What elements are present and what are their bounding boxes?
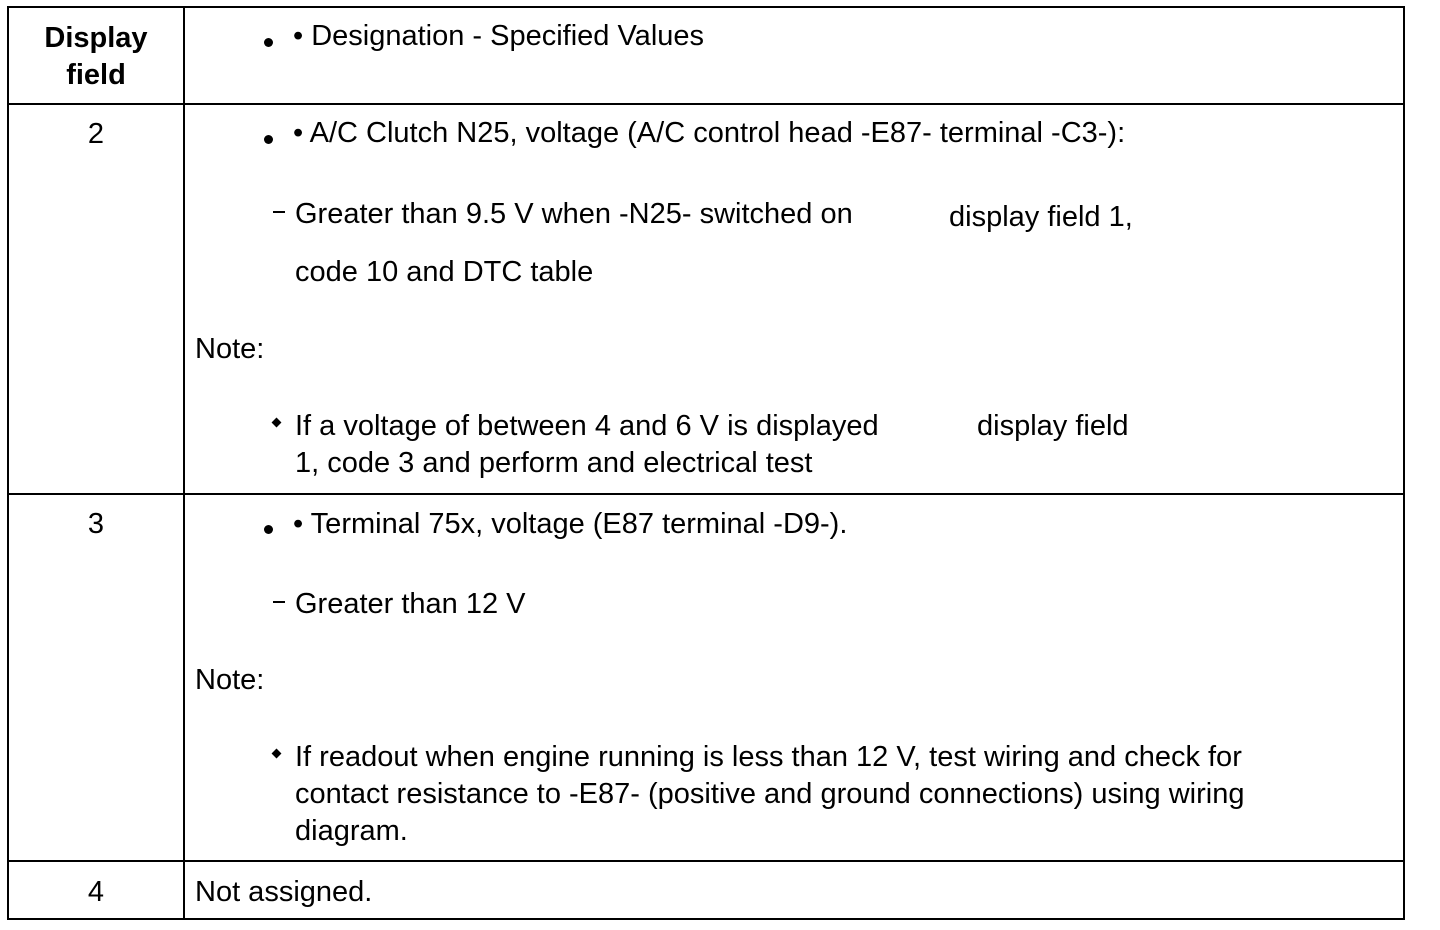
row-2-designation: • A/C Clutch N25, voltage (A/C control head -E87- terminal -C3-): [293, 117, 1126, 149]
dash-icon [273, 601, 285, 603]
row-4-text: Not assigned. [195, 876, 373, 908]
display-field-table [7, 6, 1405, 920]
row-3-note-line3: diagram. [295, 815, 408, 847]
row-3-note-line2: contact resistance to -E87- (positive and ground connections) using wiring [295, 778, 1245, 810]
row-3-field: 3 [87, 508, 105, 540]
row-2-spec-a: Greater than 9.5 V when -N25- switched on [295, 198, 853, 230]
row-2-note-b: display field [977, 410, 1129, 442]
row-divider-header [9, 103, 1403, 105]
column-divider [183, 8, 185, 918]
row-3-designation: • Terminal 75x, voltage (E87 terminal -D9-). [293, 508, 848, 540]
row-2-note-label: Note: [195, 333, 265, 365]
row-2-spec-line2: code 10 and DTC table [295, 256, 594, 288]
row-2-note-line2: 1, code 3 and perform and electrical test [295, 447, 813, 479]
row-divider-3 [9, 860, 1403, 862]
bullet-dot-icon [264, 38, 273, 47]
diamond-bullet-icon [272, 749, 282, 759]
row-2-field: 2 [87, 118, 105, 150]
row-4-field: 4 [87, 876, 105, 908]
row-2-note-a: If a voltage of between 4 and 6 V is displayed [295, 410, 879, 442]
dash-icon [273, 211, 285, 213]
header-display-field [9, 20, 183, 94]
row-3-spec: Greater than 12 V [295, 588, 526, 620]
header-field-line: field [66, 59, 126, 91]
row-3-note-label: Note: [195, 664, 265, 696]
row-divider-2 [9, 493, 1403, 495]
diamond-bullet-icon [272, 418, 282, 428]
row-2-spec-b: display field 1, [949, 201, 1133, 233]
bullet-dot-icon [264, 525, 273, 534]
header-display-line: Display [44, 22, 148, 54]
header-designation: • Designation - Specified Values [293, 20, 705, 52]
bullet-dot-icon [264, 135, 273, 144]
row-3-note-line1: If readout when engine running is less than 12 V, test wiring and check for [295, 741, 1242, 773]
